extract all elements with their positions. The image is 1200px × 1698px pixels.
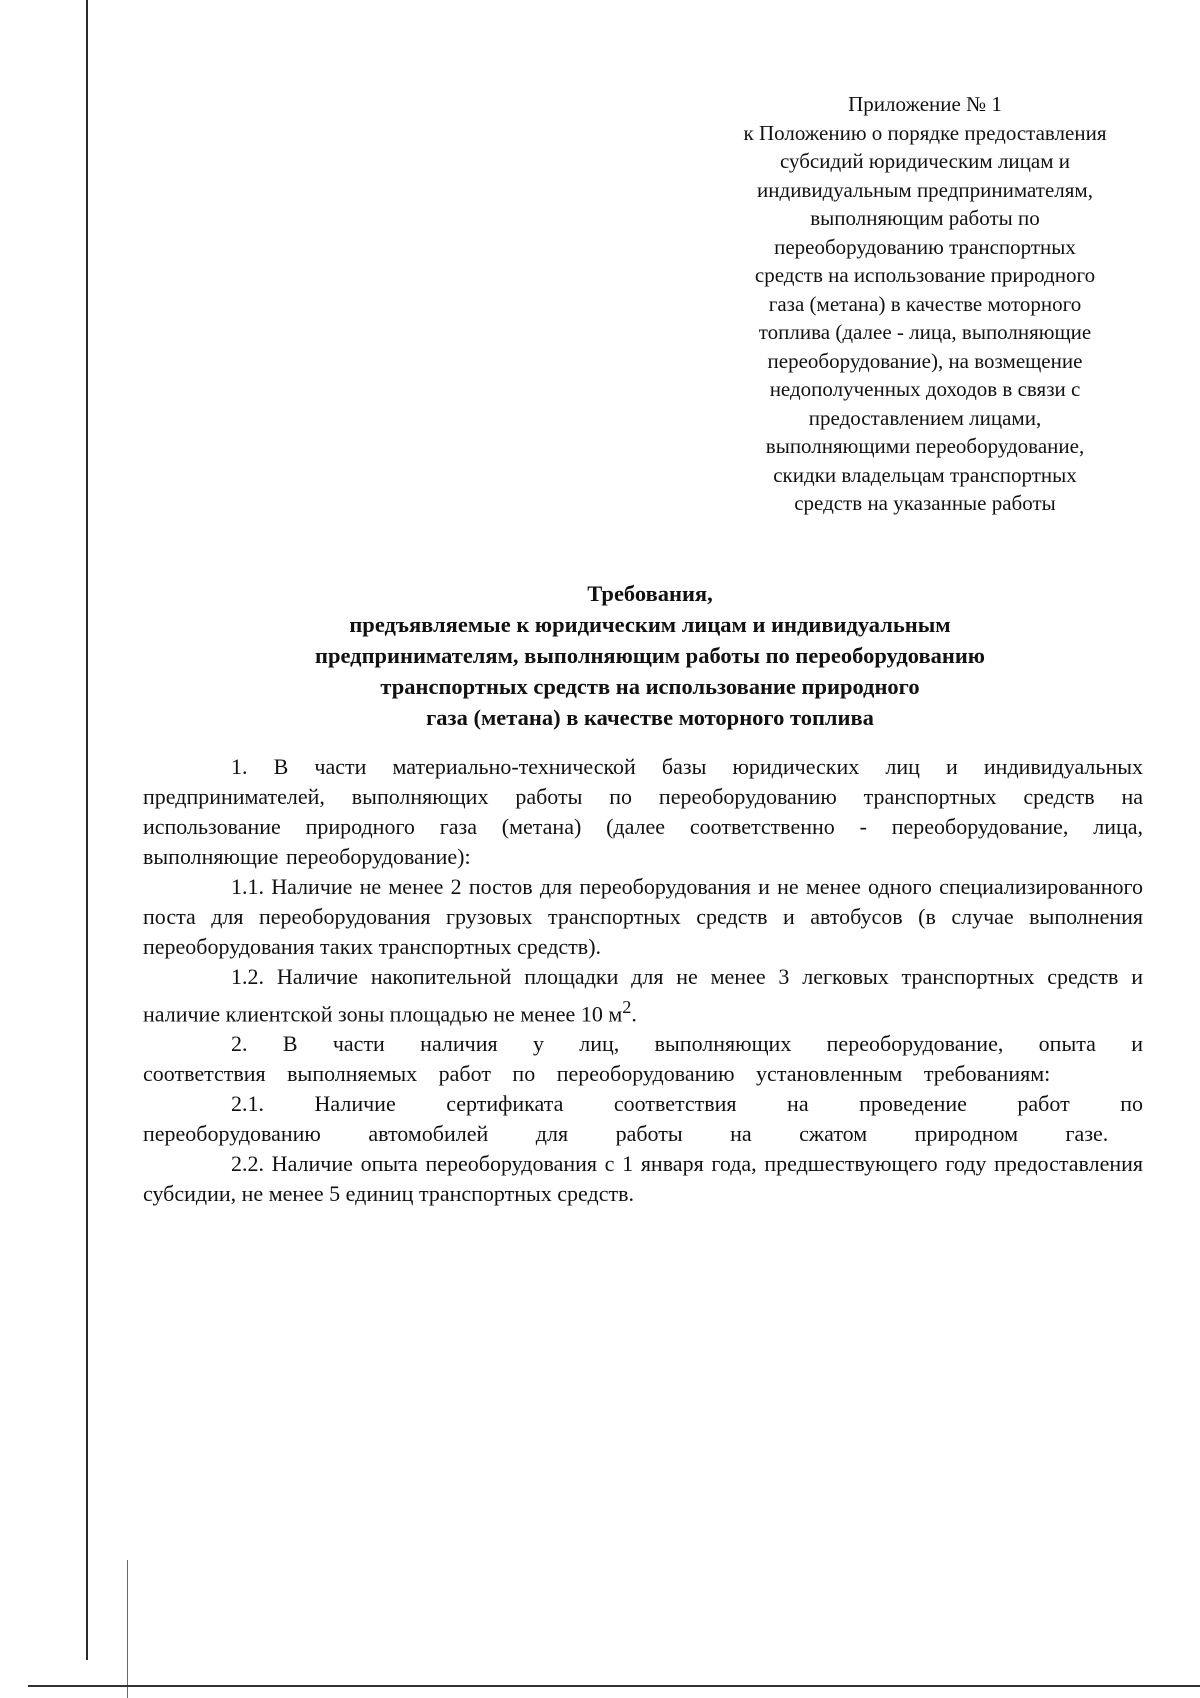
appendix-line: скидки владельцам транспортных <box>773 462 1077 487</box>
title-line: транспортных средств на использование природного <box>380 674 920 699</box>
appendix-line: топлива (далее - лица, выполняющие <box>758 320 1092 344</box>
paragraph-1-1: 1.1. Наличие не менее 2 постов для переоборудования и не менее одного специализированного поста для переоборудования грузовых транспортных средств и автобусов (в случае выполнения переоборудования таких транспортных средств). <box>143 874 1143 959</box>
appendix-header <box>695 90 1155 518</box>
appendix-line: средств на использование природного <box>754 263 1096 287</box>
paragraph-2-2: 2.2. Наличие опыта переоборудования с 1 января года, предшествующего году предоставления субсидии, не менее 5 единиц транспортных средств. <box>143 1151 1143 1207</box>
appendix-number: Приложение № 1 <box>848 92 1002 116</box>
appendix-line: к Положению о порядке предоставления <box>743 120 1107 145</box>
paragraph-1-2-end: . <box>631 1001 637 1027</box>
title-line: предпринимателям, выполняющим работы по переоборудованию <box>315 643 985 668</box>
paragraph-2-1: 2.1. Наличие сертификата соответствия на проведение работ по переоборудованию автомобилей для работы на сжатом природном газе. <box>143 1091 1143 1147</box>
appendix-line: газа (метана) в качестве моторного <box>768 291 1082 316</box>
document-title <box>200 578 1100 733</box>
appendix-line: выполняющим работы по <box>810 206 1040 230</box>
title-line: газа (метана) в качестве моторного топлива <box>426 705 874 730</box>
scan-margin-line <box>86 0 88 1660</box>
scan-margin-line-lower <box>127 1560 128 1698</box>
appendix-line: переоборудование), на возмещение <box>767 348 1083 373</box>
paragraph-1: 1. В части материально-технической базы юридических лиц и индивидуальных предпринимателей, выполняющих работы по переоборудованию транспортных средств на использование природного газа (метана) (далее соответственно - переоборудование, лица, выполняющие переоборудование): <box>143 754 1143 869</box>
title-line: предъявляемые к юридическим лицам и индивидуальным <box>349 612 951 637</box>
appendix-line: средств на указанные работы <box>794 491 1056 515</box>
document-body <box>143 752 1143 1209</box>
area-unit-exponent: 2 <box>622 997 632 1017</box>
scan-bottom-line <box>28 1685 1200 1687</box>
appendix-line: недополученных доходов в связи с <box>769 377 1081 401</box>
appendix-line: предоставлением лицами, <box>808 405 1042 430</box>
paragraph-1-2 <box>143 962 1143 1029</box>
appendix-line: выполняющими переоборудование, <box>765 434 1085 458</box>
title-heading: Требования, <box>587 581 713 606</box>
paragraph-2: 2. В части наличия у лиц, выполняющих переоборудование, опыта и соответствия выполняемых работ по переоборудованию установленным требованиям: <box>143 1031 1143 1087</box>
appendix-line: индивидуальным предпринимателям, <box>757 177 1093 202</box>
paragraph-1-2-text: 1.2. Наличие накопительной площадки для не менее 3 легковых транспортных средств и наличие клиентской зоны площадью не менее 10 м <box>143 964 1143 1027</box>
appendix-line: субсидий юридическим лицам и <box>779 149 1071 173</box>
appendix-line: переоборудованию транспортных <box>774 234 1076 259</box>
